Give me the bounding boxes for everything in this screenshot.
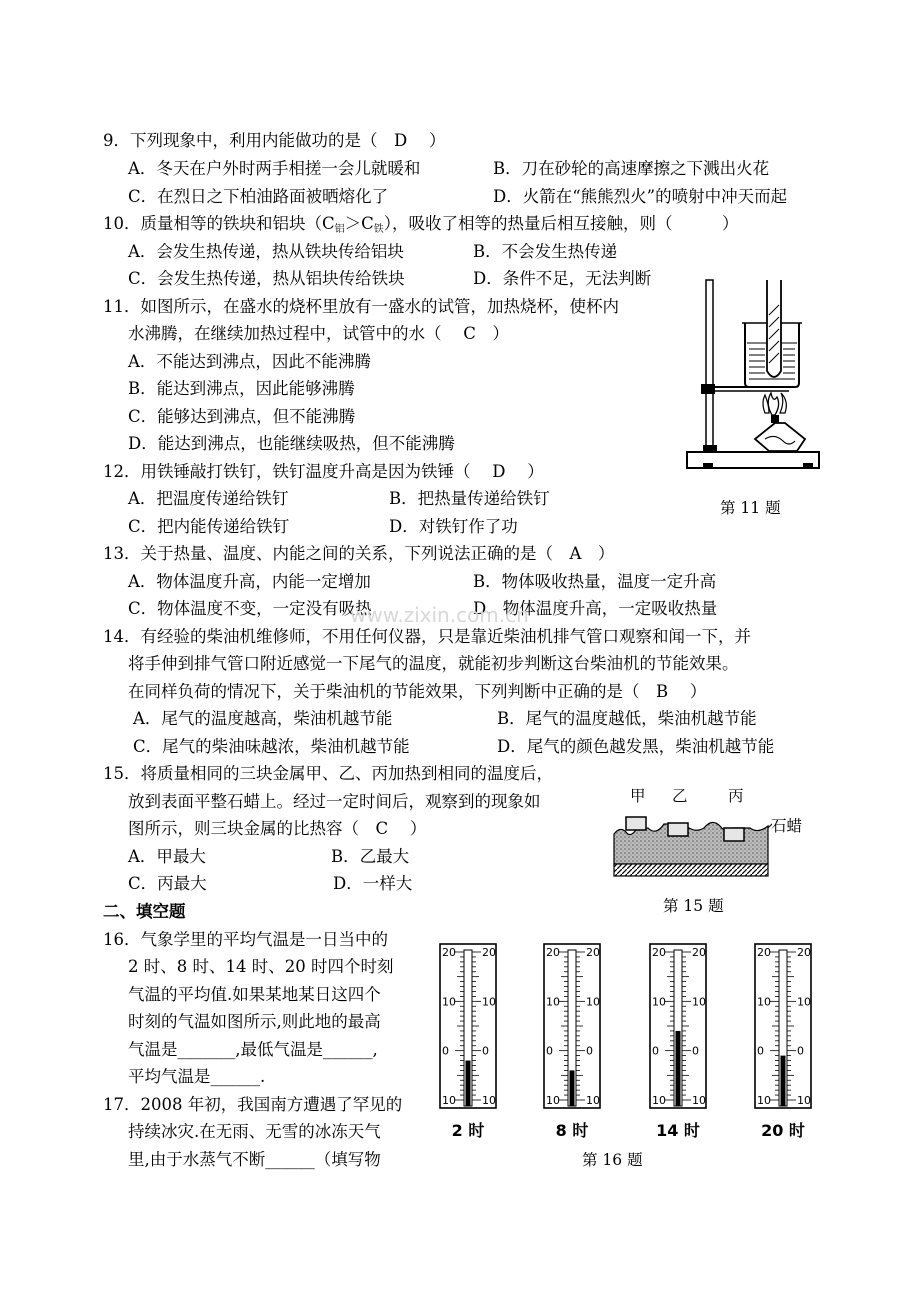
q16-line1: 16．气象学里的平均气温是一日当中的 — [103, 930, 388, 949]
scale-label-left: 20 — [652, 946, 666, 959]
q10-option-c: C．会发生热传递，热从铝块传给铁块 — [128, 269, 405, 288]
q11-option-c: C．能够达到沸点，但不能沸腾 — [128, 407, 356, 426]
scale-label-left: 10 — [442, 995, 456, 1009]
q10-option-d: D．条件不足，无法判断 — [473, 269, 652, 288]
thermometer-time-label: 14 时 — [656, 1121, 700, 1140]
scale-label-left: 20 — [546, 946, 560, 959]
q11-option-b: B．能达到沸点，因此能够沸腾 — [128, 379, 355, 398]
thermometer-time-label: 2 时 — [451, 1121, 485, 1140]
scale-label-right: 20 — [586, 946, 600, 959]
scale-label-left: 20 — [442, 946, 456, 959]
scale-label-right: 10 — [692, 995, 706, 1009]
q12-option-b: B．把热量传递给铁钉 — [389, 489, 550, 508]
watermark: www.zixin.com.cn — [350, 603, 529, 627]
wax-label: 石蜡 — [771, 817, 803, 835]
q9-stem: 9．下列现象中，利用内能做功的是（ D ） — [103, 131, 446, 150]
q11-option-a: A．不能达到沸点，因此不能沸腾 — [128, 352, 371, 371]
q14-option-d: D．尾气的颜色越发黑，柴油机越节能 — [497, 737, 775, 756]
thermometer-3 — [650, 944, 706, 1140]
q17-line1: 17．2008 年初，我国南方遭遇了罕见的 — [103, 1095, 403, 1114]
figure-11-caption: 第 11 题 — [720, 499, 781, 517]
thermometer-time-label: 20 时 — [761, 1121, 805, 1140]
q15-stem-line2: 放到表面平整石蜡上。经过一定时间后，观察到的现象如 — [128, 792, 541, 811]
figure-15-caption: 第 15 题 — [663, 897, 724, 915]
scale-label-right: 10 — [482, 1094, 496, 1107]
figure-16-thermometers — [432, 940, 822, 1145]
q15-stem-line3: 图所示，则三块金属的比热容（ C ） — [128, 819, 427, 838]
q17-line2: 持续冰灾.在无雨、无雪的冰冻天气 — [128, 1122, 381, 1141]
scale-label-left: 10 — [546, 1094, 560, 1107]
liquid-column-2 — [570, 1070, 575, 1106]
q9-option-d: D．火箭在“熊熊烈火”的喷射中冲天而起 — [493, 187, 788, 206]
q16-line6: 平均气温是______. — [128, 1067, 266, 1086]
scale-label-left: 10 — [757, 995, 771, 1009]
q15-option-b: B．乙最大 — [331, 847, 410, 866]
scale-label-left: 20 — [757, 946, 771, 959]
q17-line3: 里,由于水蒸气不断______（填写物 — [128, 1150, 381, 1169]
scale-label-left: 10 — [652, 1094, 666, 1107]
q12-option-d: D．对铁钉作了功 — [389, 517, 518, 536]
scale-label-left: 10 — [652, 995, 666, 1009]
scale-label-left: 0 — [757, 1044, 764, 1058]
metal-label-yi: 乙 — [672, 787, 688, 805]
q12-option-a: A．把温度传递给铁钉 — [128, 489, 289, 508]
q14-option-a: A．尾气的温度越高，柴油机越节能 — [133, 709, 393, 728]
q14-stem-line1: 14．有经验的柴油机维修师，不用任何仪器，只是靠近柴油机排气管口观察和闻一下，并 — [103, 627, 751, 646]
q16-line3: 气温的平均值.如果某地某日这四个 — [128, 985, 381, 1004]
q13-option-b: B．物体吸收热量，温度一定升高 — [473, 572, 717, 591]
figure-11-apparatus — [685, 275, 825, 475]
q11-stem-line2: 水沸腾，在继续加热过程中，试管中的水（ C ） — [128, 324, 509, 343]
scale-label-right: 0 — [586, 1044, 593, 1058]
q12-stem: 12．用铁锤敲打铁钉，铁钉温度升高是因为铁锤（ D ） — [103, 462, 544, 481]
scale-label-left: 10 — [546, 995, 560, 1009]
q13-option-c: C．物体温度不变，一定没有吸热 — [128, 599, 372, 618]
scale-label-right: 0 — [692, 1044, 699, 1058]
scale-label-left: 10 — [442, 1094, 456, 1107]
section-heading-fill-in: 二、填空题 — [103, 902, 186, 921]
scale-label-left: 10 — [757, 1094, 771, 1107]
thermometer-2 — [544, 944, 600, 1140]
liquid-column-4 — [781, 1056, 786, 1106]
q16-line2: 2 时、8 时、14 时、20 时四个时刻 — [128, 957, 394, 976]
metal-label-jia: 甲 — [630, 787, 646, 805]
figure-16-caption: 第 16 题 — [582, 1151, 643, 1169]
q15-option-d: D．一样大 — [333, 874, 413, 893]
liquid-column-3 — [676, 1031, 681, 1106]
scale-label-right: 10 — [692, 1094, 706, 1107]
figure-15-wax-diagram — [612, 804, 772, 880]
q14-stem-line2: 将手伸到排气管口附近感觉一下尾气的温度，就能初步判断这台柴油机的节能效果。 — [128, 654, 739, 673]
q11-stem-line1: 11．如图所示，在盛水的烧杯里放有一盛水的试管，加热烧杯，使杯内 — [103, 297, 619, 316]
thermometer-time-label: 8 时 — [555, 1121, 589, 1140]
q14-stem-line3: 在同样负荷的情况下，关于柴油机的节能效果，下列判断中正确的是（ B ） — [128, 682, 707, 701]
q13-option-d: D．物体温度升高，一定吸收热量 — [473, 599, 718, 618]
liquid-column-1 — [466, 1061, 471, 1106]
q10-option-b: B．不会发生热传递 — [473, 242, 618, 261]
q14-option-c: C．尾气的柴油味越浓，柴油机越节能 — [133, 737, 410, 756]
q13-stem: 13．关于热量、温度、内能之间的关系，下列说法正确的是（ A ） — [103, 544, 615, 563]
q15-option-c: C．丙最大 — [128, 874, 207, 893]
scale-label-right: 0 — [797, 1044, 804, 1058]
q9-option-c: C．在烈日之下柏油路面被晒熔化了 — [128, 187, 389, 206]
q12-option-c: C．把内能传递给铁钉 — [128, 517, 290, 536]
q14-option-b: B．尾气的温度越低，柴油机越节能 — [497, 709, 757, 728]
scale-label-right: 10 — [482, 995, 496, 1009]
scale-label-left: 0 — [652, 1044, 659, 1058]
scale-label-right: 20 — [692, 946, 706, 959]
q15-option-a: A．甲最大 — [128, 847, 206, 866]
thermometer-4 — [755, 944, 811, 1140]
q15-stem-line1: 15．将质量相同的三块金属甲、乙、丙加热到相同的温度后， — [103, 764, 553, 783]
q13-option-a: A．物体温度升高，内能一定增加 — [128, 572, 371, 591]
scale-label-right: 20 — [482, 946, 496, 959]
scale-label-right: 10 — [797, 995, 811, 1009]
q9-option-b: B．刀在砂轮的高速摩擦之下溅出火花 — [493, 159, 770, 178]
scale-label-left: 0 — [442, 1044, 449, 1058]
scale-label-left: 0 — [546, 1044, 553, 1058]
metal-label-bing: 丙 — [728, 787, 744, 805]
q10-option-a: A．会发生热传递，热从铁块传给铝块 — [128, 242, 404, 261]
scale-label-right: 0 — [482, 1044, 489, 1058]
scale-label-right: 10 — [586, 1094, 600, 1107]
scale-label-right: 10 — [586, 995, 600, 1009]
q9-option-a: A．冬天在户外时两手相搓一会儿就暖和 — [128, 159, 421, 178]
q16-line4: 时刻的气温如图所示,则此地的最高 — [128, 1012, 381, 1031]
q11-option-d: D．能达到沸点，也能继续吸热，但不能沸腾 — [128, 434, 455, 453]
thermometer-1 — [440, 944, 496, 1140]
scale-label-right: 20 — [797, 946, 811, 959]
q16-line5: 气温是_______,最低气温是______, — [128, 1040, 378, 1059]
q10-stem: 10．质量相等的铁块和铝块$(C_铝>C_铁)$，吸收了相等的热量后相互接触，则（ ） — [103, 214, 739, 235]
scale-label-right: 10 — [797, 1094, 811, 1107]
